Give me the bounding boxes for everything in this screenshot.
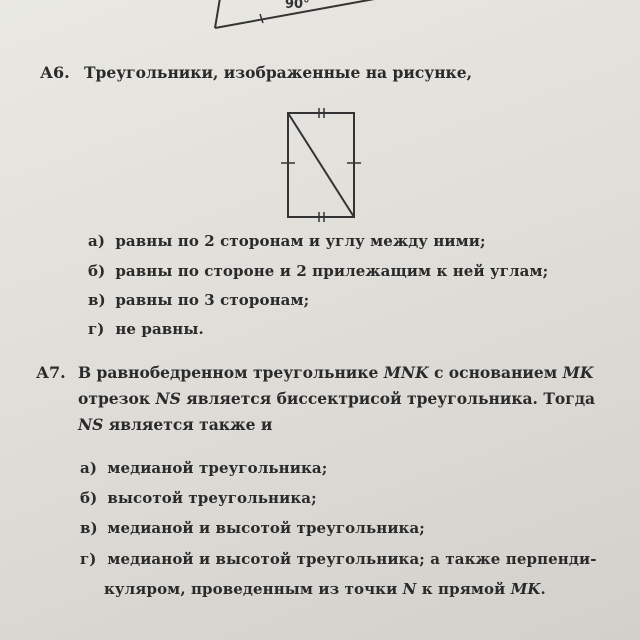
text-run: MK (510, 580, 541, 598)
a6-option-b (88, 262, 548, 280)
text-run: к прямой (416, 580, 511, 598)
option-text: не равны. (115, 320, 204, 338)
text-run: с основанием (428, 363, 563, 382)
option-letter: в) (80, 519, 98, 537)
a7-number: А7. (36, 363, 66, 382)
text-run: является биссектрисой треугольника. Тогда (180, 389, 596, 408)
a7-question-line-1 (78, 360, 593, 386)
text-run: отрезок (78, 389, 156, 408)
option-text: медианой и высотой треугольника; а также перпенди- (107, 550, 597, 568)
text-run: куляром, проведенным из точки (104, 580, 403, 598)
a7-option-b (80, 489, 317, 507)
option-text: равны по 2 сторонам и углу между ними; (115, 232, 486, 250)
a7-question-line-2 (78, 386, 595, 412)
a7-option-c (80, 519, 425, 537)
text-run: является также и (103, 415, 273, 434)
text-run: N (402, 580, 417, 598)
top-angle-label: 90° (285, 0, 310, 12)
option-text: высотой треугольника; (107, 489, 317, 507)
option-text: равны по стороне и 2 прилежащим к ней углам; (115, 262, 549, 280)
option-letter: г) (80, 550, 97, 568)
text-run: MK (562, 363, 594, 382)
option-letter: в) (88, 291, 106, 309)
option-text: равны по 3 сторонам; (115, 291, 310, 309)
text-run: MNK (383, 363, 429, 382)
a6-rectangle-figure (278, 105, 370, 227)
text-run: NS (78, 415, 104, 434)
option-text: медианой и высотой треугольника; (107, 519, 425, 537)
a6-option-c (88, 291, 309, 309)
a6-question: Треугольники, изображенные на рисунке, (84, 63, 472, 82)
text-run: В равнобедренном треугольнике (78, 363, 384, 382)
text-run: . (540, 580, 546, 598)
text-run: NS (155, 389, 181, 408)
a7-option-a (80, 459, 327, 477)
option-letter: а) (80, 459, 98, 477)
a6-number: А6. (40, 63, 70, 82)
a7-option-d (80, 550, 597, 568)
top-triangle-figure (190, 0, 390, 30)
option-letter: б) (80, 489, 98, 507)
a6-option-d (88, 320, 204, 338)
a6-option-a (88, 232, 486, 250)
option-letter: г) (88, 320, 105, 338)
option-text: медианой треугольника; (107, 459, 328, 477)
diagonal (288, 113, 354, 217)
a7-question-line-3 (78, 412, 272, 438)
a7-option-d-continuation (104, 580, 546, 598)
option-letter: б) (88, 262, 106, 280)
option-letter: а) (88, 232, 106, 250)
